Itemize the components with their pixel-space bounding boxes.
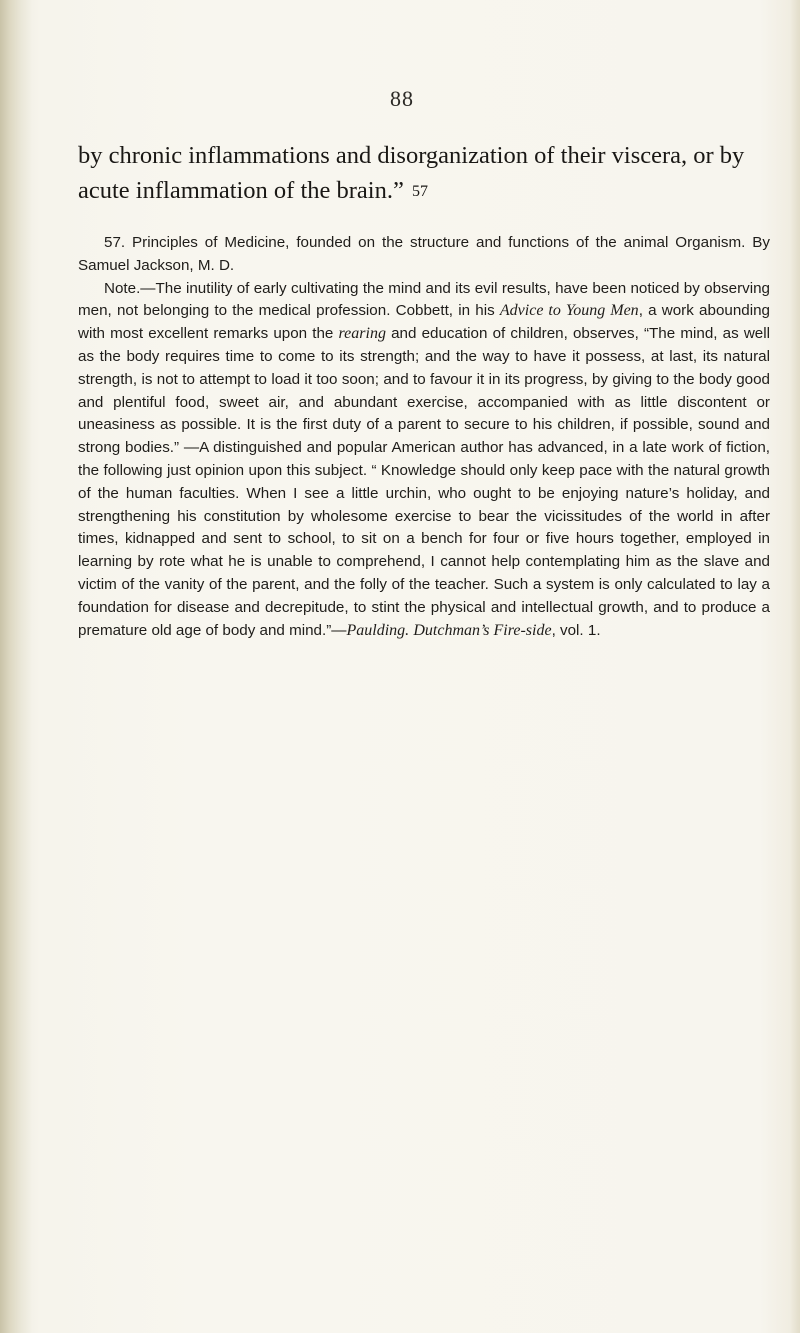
citation-volume: , vol. 1. xyxy=(551,621,601,639)
binding-edge xyxy=(0,0,32,1333)
note-text-3: and education of children, observes, “The mind, as well as the body requires time to come to its strength; and the way to have it possess, at last, its natural strength, is not to attempt to load it too soon; and to favour it in its progress, by giving to the body good and plentiful food, sweet air, and abundant exercise, accompanied with as little discontent or uneasiness as possible. It is the first duty of a parent to secure to his children, if possible, sound and strong bodies.” —A distinguished and popular American author has advanced, in a late work of fiction, the following just opinion upon this subject. “ Knowledge should only keep pace with the natural growth of the human faculties. When I see a little urchin, who ought to be enjoying nature’s holiday, and strengthening his constitution by wholesome exercise to bear the vicissitudes of the world in after times, kidnapped and sent to school, to sit on a bench for four or five hours together, employed in learning by rote what he is unable to comprehend, I cannot help contemplating him as the slave and victim of the vanity of the parent, and the folly of the teacher. Such a system is only calculated to lay a foundation for disease and decrepitude, to stint the physical and intellectual growth, and to produce a premature old age of body and mind.”— xyxy=(78,325,770,639)
footnote-reference: 57 xyxy=(411,183,428,200)
citation-work: Dutchman’s Fire-side xyxy=(413,621,552,639)
emphasized-word: rearing xyxy=(338,325,386,343)
footnote-title: 57. Principles of Medicine, founded on the structure and functions of the animal Organism. By Samuel Jackson, M. D. xyxy=(78,234,770,274)
opening-paragraph xyxy=(78,138,768,209)
footnote-block xyxy=(78,232,770,642)
footnote-note xyxy=(78,278,770,643)
note-text-1: Note.—The inutility of early cultivating the mind and its evil results, have been noticed by observing men, not belonging to the medical profession. Cobbett, in his xyxy=(78,279,770,320)
page-number: 88 xyxy=(390,86,414,111)
citation-author: Paulding. xyxy=(346,621,410,639)
page-right-edge xyxy=(790,0,800,1333)
opening-text: by chronic inflammations and disorganization of their viscera, or by acute inflammation of the brain.” xyxy=(78,142,745,204)
book-title: Advice to Young Men xyxy=(499,302,639,320)
note-text-2: , a work abounding with most excellent remarks upon the xyxy=(78,302,770,343)
